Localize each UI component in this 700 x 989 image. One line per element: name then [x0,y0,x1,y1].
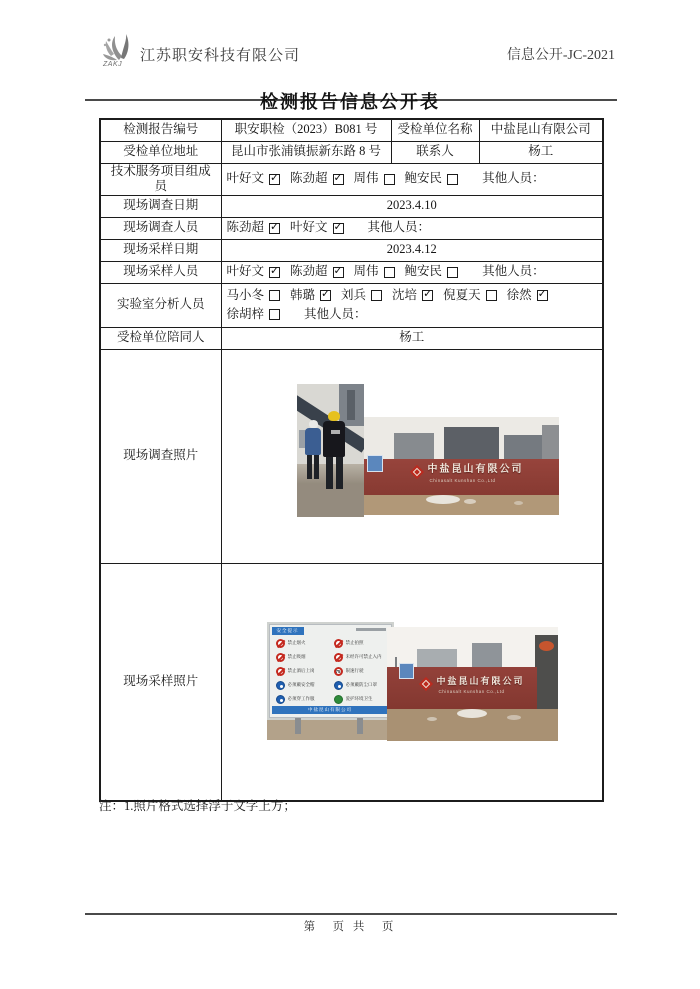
other-staff-label: 其他人员： [367,220,431,235]
dirt-ground [267,720,394,740]
sign-board [269,624,392,718]
member-item [290,264,344,280]
sign-item [334,653,388,662]
debris [426,495,460,504]
sign-item-label: 限速行驶 [345,668,364,674]
field-label: 检测报告编号 [100,119,221,141]
member-name: 陈劲超 [290,171,328,186]
speed-limit-icon: 75 [335,668,341,674]
gate-wall-photo [364,417,559,515]
member-list [227,218,598,238]
member-item [227,307,281,323]
sign-item-label: 必须戴防尘口罩 [345,682,377,688]
sign-item-label: 必须戴安全帽 [287,682,315,688]
member-list [227,262,598,282]
gate-wall-photo-2 [387,627,558,741]
field-label: 技术服务项目组成员 [100,163,221,195]
field-label: 现场调查人员 [100,217,221,239]
lab-staff-cell [221,283,603,327]
prohibition-icon [276,639,285,648]
checked-checkbox-icon [333,267,344,278]
jacket-back-print [331,430,340,434]
yellow-helmet [328,411,340,421]
logo-brand-text: ZAKJ [103,61,123,68]
empty-checkbox-icon [384,174,395,185]
sampling-staff-cell [221,261,603,283]
field-label: 联系人 [391,141,479,163]
building-shape [444,427,499,461]
sampling-date-value: 2023.4.12 [221,239,603,261]
other-staff-label: 其他人员： [482,264,545,279]
sign-item [276,639,330,648]
mandatory-icon [276,695,285,704]
debris [514,501,523,505]
member-name: 叶好文 [226,171,265,186]
member-name: 徐胡梓 [226,306,265,321]
member-item [405,264,459,280]
checked-checkbox-icon [422,290,433,301]
sign-item [334,667,388,676]
escort-value: 杨工 [221,327,603,349]
leg-shape [314,455,319,479]
member-item [227,220,281,236]
wall-company-text: 中盐昆山有限公司 [436,675,525,686]
sign-title-strip: 安全提示 [272,627,304,635]
building-shape [394,433,434,461]
table-row [100,563,603,801]
member-name: 徐然 [506,288,532,303]
blue-sign [367,455,383,472]
member-item [290,171,344,187]
sign-item-label: 禁止酒后上岗 [287,668,315,674]
report-number-value: 职安职检（2023）B081 号 [221,119,391,141]
building-shape [417,649,457,667]
prohibition-icon [276,653,285,662]
survey-date-value: 2023.4.10 [221,195,603,217]
member-name: 叶好文 [290,220,328,235]
leg-shape [307,455,312,479]
member-name: 周伟 [353,264,379,279]
contact-value: 杨工 [479,141,603,163]
sign-footer-strip: 中盐昆山有限公司 [272,706,389,714]
field-label: 现场采样人员 [100,261,221,283]
checked-checkbox-icon [320,290,331,301]
prohibition-icon [334,639,343,648]
red-emblem [539,641,554,651]
table-row [100,261,603,283]
sign-item [334,695,388,704]
safety-sign-photo [267,622,394,740]
page-title: 检测报告信息公开表 [260,92,440,112]
table-row [100,141,603,163]
member-name: 倪夏天 [443,288,481,303]
field-label: 实验室分析人员 [100,283,221,327]
member-list [227,169,598,189]
empty-checkbox-icon [447,267,458,278]
member-item [443,288,497,304]
blue-sign [399,663,414,679]
page-number-text: 第 页 共 页 [303,921,397,933]
worker-black-jacket [323,421,345,457]
member-name: 沈培 [392,288,418,303]
field-label: 现场采样照片 [100,563,221,801]
unit-address-value: 昆山市张浦镇振新东路 8 号 [221,141,391,163]
mandatory-icon [276,681,285,690]
debris [464,499,476,504]
company-name: 江苏职安科技有限公司 [140,48,301,64]
checked-checkbox-icon [333,174,344,185]
empty-checkbox-icon [384,267,395,278]
leg-shape [326,457,333,489]
dirt-ground [364,495,559,515]
note-text: 注：1.照片格式选择浮于文字上方； [99,799,296,813]
member-name: 鲍安民 [404,264,443,279]
checked-checkbox-icon [269,174,280,185]
sign-item-label: 未经许可禁止入内 [345,654,382,660]
field-label: 现场调查照片 [100,349,221,563]
sign-item-label: 爱护环境卫生 [345,696,373,702]
sign-item [276,695,330,704]
table-row [100,163,603,195]
empty-checkbox-icon [269,309,280,320]
prohibition-icon [276,667,285,676]
sign-icon-grid [276,639,388,704]
member-name: 陈劲超 [290,264,328,279]
empty-checkbox-icon [371,290,382,301]
footer-rule [85,913,617,915]
debris [457,709,487,718]
wall-company-text-en: Chinasalt Kunshan Co.,Ltd [438,688,505,694]
machinery-shape [347,390,355,420]
member-name: 韩璐 [290,288,316,303]
sampling-photo-cell [221,563,603,801]
checked-checkbox-icon [269,267,280,278]
sign-corner-text [356,628,386,631]
letterhead [0,28,700,74]
member-item [507,288,548,304]
wall-company-text: 中盐昆山有限公司 [427,463,524,475]
sign-item [276,653,330,662]
field-label: 现场采样日期 [100,239,221,261]
member-item [290,288,331,304]
sign-item-label: 必须穿工作服 [287,696,315,702]
checked-checkbox-icon [537,290,548,301]
sign-item-label: 禁止拍照 [345,640,364,646]
table-row [100,119,603,141]
table-row [100,327,603,349]
member-name: 周伟 [353,171,379,186]
member-name: 叶好文 [226,264,265,279]
member-name: 马小冬 [226,288,265,303]
report-form-table [99,118,604,802]
empty-checkbox-icon [486,290,497,301]
wall-company-text-en: Chinasalt Kunshan Co.,Ltd [429,477,496,483]
mandatory-icon [334,681,343,690]
member-name: 鲍安民 [404,171,443,186]
sign-item-label: 禁止烟火 [287,640,306,646]
inspected-unit-value: 中盐昆山有限公司 [479,119,603,141]
checked-checkbox-icon [269,223,280,234]
prohibition-icon [334,653,343,662]
field-label: 受检单位名称 [391,119,479,141]
other-staff-label: 其他人员： [482,171,545,186]
debris [507,715,521,720]
member-item [227,171,281,187]
sign-item [276,667,330,676]
white-helmet [309,420,318,428]
member-item [227,264,281,280]
survey-photo-cell [221,349,603,563]
member-item [392,288,433,304]
field-label: 现场调查日期 [100,195,221,217]
field-label: 受检单位地址 [100,141,221,163]
member-item [341,288,382,304]
empty-checkbox-icon [447,174,458,185]
workers-photo [297,384,364,517]
member-list [227,286,597,324]
checked-checkbox-icon [333,223,344,234]
table-row [100,283,603,327]
environment-icon [334,695,343,704]
member-name: 陈劲超 [226,220,265,235]
field-label: 受检单位陪同人 [100,327,221,349]
worker-blue-jacket [305,428,321,455]
debris [427,717,437,721]
empty-checkbox-icon [269,290,280,301]
doc-code: 信息公开-JC-2021 [506,48,615,63]
member-item [354,264,395,280]
table-row [100,239,603,261]
sign-item [276,681,330,690]
other-staff-label: 其他人员： [304,306,367,321]
leg-shape [336,457,343,489]
member-name: 刘兵 [341,288,367,303]
table-row [100,349,603,563]
member-item [354,171,395,187]
building-shape [472,643,502,667]
sign-item [334,681,388,690]
member-item [227,288,281,304]
table-row [100,195,603,217]
sign-item-label: 禁止吸烟 [287,654,306,660]
member-item [290,220,344,236]
sign-item [334,639,388,648]
table-row [100,217,603,239]
survey-staff-cell [221,217,603,239]
member-item [405,171,459,187]
building-shape [504,435,542,461]
team-members-cell [221,163,603,195]
